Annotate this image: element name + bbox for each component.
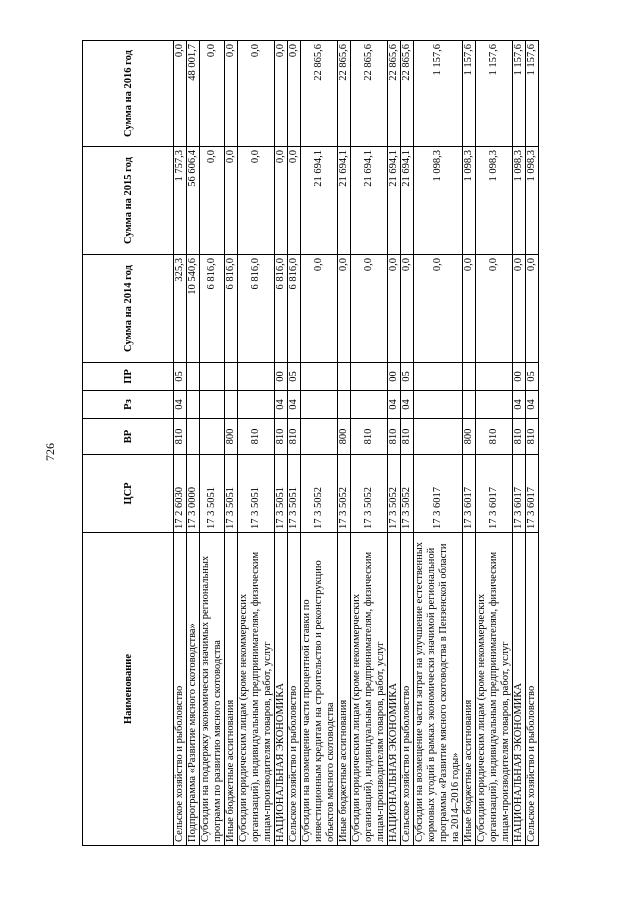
cell-vr: 810 [401, 419, 414, 455]
cell-pr [338, 363, 351, 391]
cell-2015: 21 694,1 [301, 147, 338, 255]
cell-2014: 6 816,0 [275, 255, 288, 363]
cell-csr: 17 3 6017 [414, 455, 463, 533]
table-row [414, 41, 463, 846]
cell-2016: 22 865,6 [401, 41, 414, 147]
header-vr: ВР [83, 419, 174, 455]
table-row [225, 41, 238, 846]
cell-name: Иные бюджетные ассигнования [225, 533, 238, 846]
cell-name: Сельское хозяйство и рыболовство [526, 533, 539, 846]
cell-csr: 17 3 6017 [463, 455, 476, 533]
cell-2015: 21 694,1 [351, 147, 388, 255]
cell-name: НАЦИОНАЛЬНАЯ ЭКОНОМИКА [388, 533, 401, 846]
cell-pr [187, 363, 200, 391]
table-row [187, 41, 200, 846]
cell-2014: 0,0 [414, 255, 463, 363]
cell-2015: 21 694,1 [338, 147, 351, 255]
cell-2016: 1 157,6 [513, 41, 526, 147]
cell-2014: 0,0 [476, 255, 513, 363]
cell-csr: 17 3 5051 [275, 455, 288, 533]
table-row [513, 41, 526, 846]
cell-csr: 17 3 6017 [513, 455, 526, 533]
cell-rz: 04 [288, 391, 301, 419]
cell-2016: 0,0 [275, 41, 288, 147]
cell-2015: 0,0 [238, 147, 275, 255]
cell-name: НАЦИОНАЛЬНАЯ ЭКОНОМИКА [275, 533, 288, 846]
cell-vr: 810 [351, 419, 388, 455]
cell-rz [200, 391, 225, 419]
cell-rz [463, 391, 476, 419]
cell-2016: 48 001,7 [187, 41, 200, 147]
cell-2014: 0,0 [338, 255, 351, 363]
cell-name: Субсидии юридическим лицам (кроме некоммерческих организаций), индивидуальным предпринимателям, физическим лицам-производителям товаров, работ, услуг [476, 533, 513, 846]
cell-vr: 810 [174, 419, 187, 455]
cell-2014: 6 816,0 [288, 255, 301, 363]
header-rz: Рз [83, 391, 174, 419]
cell-rz: 04 [401, 391, 414, 419]
cell-2014: 0,0 [401, 255, 414, 363]
cell-rz [338, 391, 351, 419]
cell-vr: 810 [275, 419, 288, 455]
cell-pr [238, 363, 275, 391]
cell-pr: 05 [174, 363, 187, 391]
cell-2016: 22 865,6 [388, 41, 401, 147]
cell-name: НАЦИОНАЛЬНАЯ ЭКОНОМИКА [513, 533, 526, 846]
cell-csr: 17 3 5052 [301, 455, 338, 533]
cell-name: Иные бюджетные ассигнования [338, 533, 351, 846]
cell-vr: 810 [476, 419, 513, 455]
cell-2015: 0,0 [200, 147, 225, 255]
cell-csr: 17 2 6030 [174, 455, 187, 533]
header-2016: Сумма на 2016 год [83, 41, 174, 147]
cell-2016: 0,0 [288, 41, 301, 147]
cell-2016: 0,0 [200, 41, 225, 147]
cell-2014: 10 540,6 [187, 255, 200, 363]
table-row [200, 41, 225, 846]
cell-vr: 800 [463, 419, 476, 455]
cell-vr [200, 419, 225, 455]
table-row [526, 41, 539, 846]
cell-2016: 22 865,6 [338, 41, 351, 147]
cell-2014: 0,0 [388, 255, 401, 363]
cell-rz [187, 391, 200, 419]
table-row [301, 41, 338, 846]
cell-csr: 17 3 5051 [288, 455, 301, 533]
cell-rz: 04 [388, 391, 401, 419]
cell-2016: 1 157,6 [414, 41, 463, 147]
cell-pr: 00 [388, 363, 401, 391]
cell-vr: 810 [238, 419, 275, 455]
cell-vr: 810 [513, 419, 526, 455]
cell-csr: 17 3 6017 [526, 455, 539, 533]
cell-csr: 17 3 6017 [476, 455, 513, 533]
cell-name: Сельское хозяйство и рыболовство [174, 533, 187, 846]
cell-2015: 0,0 [275, 147, 288, 255]
table-row [463, 41, 476, 846]
cell-pr: 00 [275, 363, 288, 391]
cell-vr: 810 [388, 419, 401, 455]
cell-2016: 1 157,6 [526, 41, 539, 147]
cell-rz [476, 391, 513, 419]
cell-2014: 6 816,0 [225, 255, 238, 363]
cell-vr: 800 [338, 419, 351, 455]
table-row [174, 41, 187, 846]
cell-name: Субсидии на возмещение части процентной ставки по инвестиционным кредитам на строительство и реконструкцию объектов мясного скотоводства [301, 533, 338, 846]
cell-vr [414, 419, 463, 455]
cell-2015: 1 098,3 [526, 147, 539, 255]
cell-2015: 21 694,1 [401, 147, 414, 255]
cell-pr [200, 363, 225, 391]
table-row [275, 41, 288, 846]
cell-rz [225, 391, 238, 419]
cell-2016: 0,0 [174, 41, 187, 147]
cell-rz [301, 391, 338, 419]
header-pr: ПР [83, 363, 174, 391]
cell-2014: 0,0 [463, 255, 476, 363]
table-row [476, 41, 513, 846]
header-csr: ЦСР [83, 455, 174, 533]
cell-name: Субсидии юридическим лицам (кроме некоммерческих организаций), индивидуальным предпринимателям, физическим лицам-производителям товаров, работ, услуг [238, 533, 275, 846]
cell-rz: 04 [513, 391, 526, 419]
cell-2015: 21 694,1 [388, 147, 401, 255]
cell-name: Субсидии на поддержку экономически значимых региональных программ по развитию мясного скотоводства [200, 533, 225, 846]
page-number: 726 [43, 443, 57, 461]
cell-rz: 04 [275, 391, 288, 419]
cell-2015: 0,0 [225, 147, 238, 255]
cell-rz [351, 391, 388, 419]
budget-table-rotated [82, 41, 555, 846]
header-2014: Сумма на 2014 год [83, 255, 174, 363]
cell-pr: 05 [401, 363, 414, 391]
header-row [83, 41, 174, 846]
cell-pr: 05 [288, 363, 301, 391]
cell-rz [414, 391, 463, 419]
cell-pr [301, 363, 338, 391]
cell-pr [351, 363, 388, 391]
cell-2014: 6 816,0 [200, 255, 225, 363]
cell-vr: 800 [225, 419, 238, 455]
header-name: Наименование [83, 533, 174, 846]
cell-2015: 1 098,3 [513, 147, 526, 255]
cell-name: Субсидии на возмещение части затрат на улучшение естественных кормовых угодий в рамках экономически значимой региональной программы «Развитие мясного скотоводства в Пензенской области на 2014–2016 годы» [414, 533, 463, 846]
table-row [288, 41, 301, 846]
cell-2015: 1 757,3 [174, 147, 187, 255]
cell-2015: 0,0 [288, 147, 301, 255]
cell-2014: 0,0 [526, 255, 539, 363]
budget-table [82, 40, 539, 846]
cell-csr: 17 3 5051 [238, 455, 275, 533]
cell-2016: 1 157,6 [476, 41, 513, 147]
cell-vr: 810 [288, 419, 301, 455]
cell-name: Сельское хозяйство и рыболовство [401, 533, 414, 846]
cell-2016: 22 865,6 [351, 41, 388, 147]
cell-2015: 1 098,3 [414, 147, 463, 255]
cell-csr: 17 3 5051 [200, 455, 225, 533]
cell-name: Подпрограмма «Развитие мясного скотоводства» [187, 533, 200, 846]
cell-name: Сельское хозяйство и рыболовство [288, 533, 301, 846]
cell-pr [463, 363, 476, 391]
cell-pr [414, 363, 463, 391]
cell-vr: 810 [526, 419, 539, 455]
cell-2014: 6 816,0 [238, 255, 275, 363]
table-body [174, 41, 539, 846]
cell-pr [476, 363, 513, 391]
cell-csr: 17 3 5051 [225, 455, 238, 533]
cell-csr: 17 3 0000 [187, 455, 200, 533]
cell-2016: 1 157,6 [463, 41, 476, 147]
cell-vr [301, 419, 338, 455]
table-row [238, 41, 275, 846]
cell-rz [238, 391, 275, 419]
cell-csr: 17 3 5052 [338, 455, 351, 533]
cell-name: Иные бюджетные ассигнования [463, 533, 476, 846]
cell-2014: 325,3 [174, 255, 187, 363]
table-row [401, 41, 414, 846]
cell-2016: 0,0 [238, 41, 275, 147]
cell-2015: 56 606,4 [187, 147, 200, 255]
cell-rz: 04 [174, 391, 187, 419]
cell-2014: 0,0 [301, 255, 338, 363]
header-2015: Сумма на 2015 год [83, 147, 174, 255]
cell-2014: 0,0 [351, 255, 388, 363]
cell-2016: 22 865,6 [301, 41, 338, 147]
cell-csr: 17 3 5052 [351, 455, 388, 533]
cell-vr [187, 419, 200, 455]
table-row [351, 41, 388, 846]
table-row [388, 41, 401, 846]
cell-2015: 1 098,3 [463, 147, 476, 255]
cell-name: Субсидии юридическим лицам (кроме некоммерческих организаций), индивидуальным предпринимателям, физическим лицам-производителям товаров, работ, услуг [351, 533, 388, 846]
cell-pr: 00 [513, 363, 526, 391]
cell-2014: 0,0 [513, 255, 526, 363]
cell-2015: 1 098,3 [476, 147, 513, 255]
table-row [338, 41, 351, 846]
cell-pr: 05 [526, 363, 539, 391]
cell-csr: 17 3 5052 [388, 455, 401, 533]
cell-pr [225, 363, 238, 391]
cell-2016: 0,0 [225, 41, 238, 147]
cell-rz: 04 [526, 391, 539, 419]
cell-csr: 17 3 5052 [401, 455, 414, 533]
